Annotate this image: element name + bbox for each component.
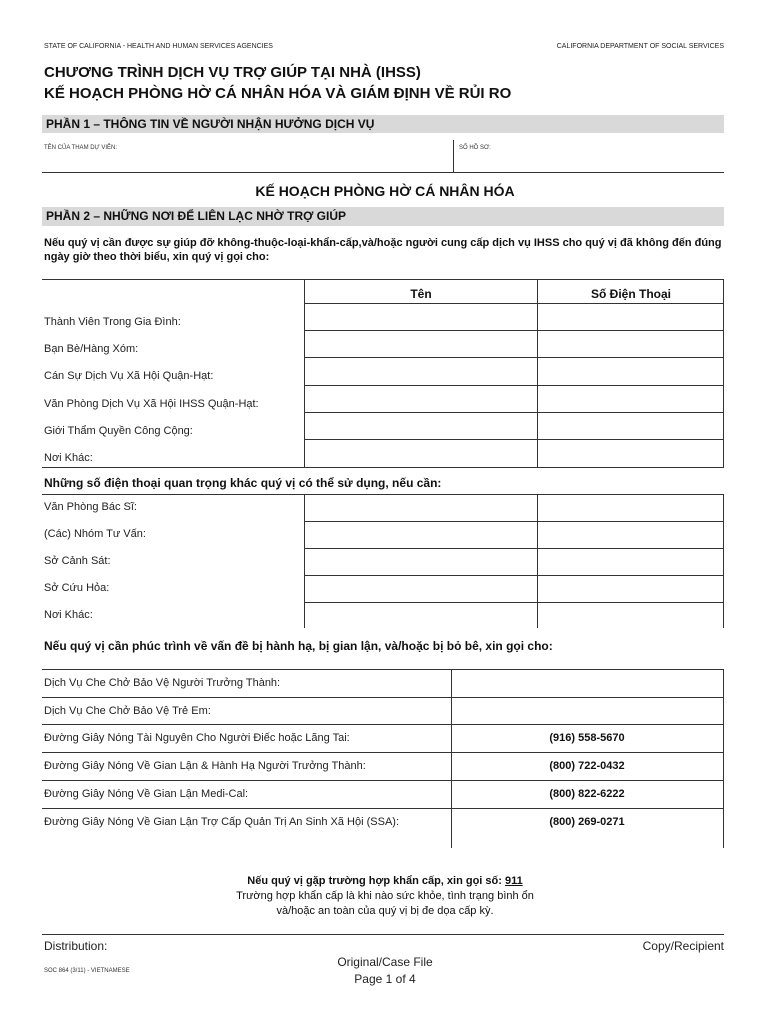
abuse-contact-label: Đường Giây Nóng Tài Nguyên Cho Người Điếc hoặc Lãng Tai:: [44, 732, 350, 744]
other-contact-label: Nơi Khác:: [44, 609, 93, 621]
contact-label: Giới Thẩm Quyền Công Cộng:: [44, 425, 193, 437]
column-header-phone: Số Điện Thoại: [590, 287, 671, 301]
table-row-line: [304, 575, 724, 576]
column-header-name: Tên: [410, 287, 432, 301]
contact-name-field[interactable]: [308, 307, 534, 327]
case-number-field[interactable]: [459, 155, 723, 171]
participant-name-field[interactable]: [44, 155, 449, 171]
table-column-divider: [723, 494, 724, 628]
table-top-line: [42, 279, 724, 280]
agency-header: STATE OF CALIFORNIA - HEALTH AND HUMAN SERVICES AGENCIES: [44, 43, 273, 50]
other-contact-phone-field[interactable]: [541, 524, 721, 544]
contact-label: Thành Viên Trong Gia Đình:: [44, 316, 181, 328]
table-row-line: [42, 808, 724, 809]
abuse-contact-label: Dịch Vụ Che Chở Bảo Vệ Trẻ Em:: [44, 705, 211, 717]
table-column-divider: [723, 669, 724, 848]
contact-label: Cán Sự Dịch Vụ Xã Hội Quận-Hạt:: [44, 370, 214, 382]
abuse-contact-label: Đường Giây Nóng Về Gian Lận & Hành Hạ Người Trưởng Thành:: [44, 760, 366, 772]
other-contact-name-field[interactable]: [308, 578, 534, 598]
part2-heading: PHẦN 2 – NHỮNG NƠI ĐỂ LIÊN LẠC NHỜ TRỢ GIÚP: [42, 207, 724, 226]
table-row-line: [304, 439, 724, 440]
distribution-label: Distribution:: [44, 939, 108, 953]
contact-phone-field[interactable]: [541, 334, 721, 354]
page-number: Page 1 of 4: [354, 972, 416, 986]
contact-phone-field[interactable]: [541, 416, 721, 436]
table-column-divider: [304, 494, 305, 628]
divider: [453, 140, 454, 172]
other-phones-heading: Những số điện thoại quan trọng khác quý vị có thể sử dụng, nếu cần:: [44, 476, 442, 490]
abuse-report-heading: Nếu quý vị cần phúc trình về vấn đề bị hành hạ, bị gian lận, và/hoặc bị bỏ bê, xin gọi cho:: [44, 639, 553, 653]
divider: [42, 172, 724, 173]
emergency-definition-line1: Trường hợp khẩn cấp là khi nào sức khỏe, tình trạng bình ổn: [236, 890, 534, 902]
other-contact-name-field[interactable]: [308, 551, 534, 571]
emergency-definition-line2: và/hoặc an toàn của quý vị bị đe dọa cấp kỳ.: [276, 905, 494, 917]
contact-label: Bạn Bè/Hàng Xóm:: [44, 343, 139, 355]
contact-name-field[interactable]: [308, 334, 534, 354]
table-row-line: [42, 467, 724, 468]
other-contact-phone-field[interactable]: [541, 497, 721, 517]
table-row-line: [42, 752, 724, 753]
table-row-line: [42, 494, 724, 495]
abuse-contact-phone: (916) 558-5670: [549, 732, 625, 744]
table-row-line: [304, 330, 724, 331]
table-row-line: [42, 780, 724, 781]
form-title-line2: KẾ HOẠCH PHÒNG HỜ CÁ NHÂN HÓA VÀ GIÁM ĐỊNH VỀ RỦI RO: [44, 85, 512, 102]
form-id: SOC 864 (3/11) - VIETNAMESE: [44, 968, 130, 974]
other-contact-phone-field[interactable]: [541, 578, 721, 598]
department-header: CALIFORNIA DEPARTMENT OF SOCIAL SERVICES: [556, 43, 724, 50]
contact-phone-field[interactable]: [541, 389, 721, 409]
emergency-number: 911: [504, 875, 523, 887]
table-row-line: [304, 521, 724, 522]
contact-label: Văn Phòng Dịch Vụ Xã Hội IHSS Quận-Hạt:: [44, 398, 259, 410]
contact-name-field[interactable]: [308, 389, 534, 409]
contact-name-field[interactable]: [308, 361, 534, 381]
original-case-file: Original/Case File: [337, 955, 433, 969]
contact-label: Nơi Khác:: [44, 452, 93, 464]
abuse-contact-label: Đường Giây Nóng Về Gian Lận Medi-Cal:: [44, 788, 249, 800]
contact-phone-field[interactable]: [541, 443, 721, 463]
table-row-line: [304, 548, 724, 549]
other-contact-label: Sở Cứu Hỏa:: [44, 582, 110, 594]
abuse-contact-phone: (800) 722-0432: [549, 760, 625, 772]
abuse-contact-label: Dịch Vụ Che Chở Bảo Vệ Người Trưởng Thành:: [44, 677, 281, 689]
emergency-prefix: Nếu quý vị gặp trường hợp khẩn cấp, xin gọi số:: [247, 875, 505, 887]
other-contact-label: Sở Cảnh Sát:: [44, 555, 111, 567]
other-contact-label: (Các) Nhóm Tư Vấn:: [44, 528, 146, 540]
part2-intro: Nếu quý vị cần được sự giúp đỡ không-thuộc-loại-khẩn-cấp,và/hoặc người cung cấp dịch vụ IHSS cho quý vị đã không đến đúng ngày giờ theo thời biểu, xin quý vị gọi cho:: [44, 237, 722, 263]
form-title-line1: CHƯƠNG TRÌNH DỊCH VỤ TRỢ GIÚP TẠI NHÀ (IHSS): [44, 64, 421, 81]
other-contact-phone-field[interactable]: [541, 551, 721, 571]
other-contact-name-field[interactable]: [308, 497, 534, 517]
participant-name-label: TÊN CỦA THAM DỰ VIÊN:: [44, 145, 118, 151]
other-contact-name-field[interactable]: [308, 605, 534, 625]
part1-heading: PHẦN 1 – THÔNG TIN VỀ NGƯỜI NHẬN HƯỞNG DỊCH VỤ: [42, 115, 724, 133]
table-row-line: [304, 385, 724, 386]
footer-line: [42, 934, 724, 935]
abuse-contact-phone: (800) 269-0271: [549, 816, 625, 828]
other-contact-label: Văn Phòng Bác Sĩ:: [44, 501, 137, 513]
contact-name-field[interactable]: [308, 443, 534, 463]
table-row-line: [304, 412, 724, 413]
other-contact-name-field[interactable]: [308, 524, 534, 544]
case-number-label: SỐ HỒ SƠ:: [459, 145, 491, 151]
contact-phone-field[interactable]: [541, 307, 721, 327]
other-contact-phone-field[interactable]: [541, 605, 721, 625]
table-row-line: [304, 357, 724, 358]
plan-title: KẾ HOẠCH PHÒNG HỜ CÁ NHÂN HÓA: [255, 183, 515, 199]
table-column-divider: [537, 494, 538, 628]
table-row-line: [304, 303, 724, 304]
contact-name-field[interactable]: [308, 416, 534, 436]
abuse-contact-label: Đường Giây Nóng Về Gian Lận Trợ Cấp Quản Trị An Sinh Xã Hội (SSA):: [44, 816, 400, 828]
table-row-line: [42, 697, 724, 698]
emergency-notice: [0, 875, 770, 887]
abuse-contact-phone: (800) 822-6222: [549, 788, 625, 800]
table-row-line: [42, 669, 724, 670]
copy-recipient: Copy/Recipient: [642, 939, 724, 953]
contact-phone-field[interactable]: [541, 361, 721, 381]
table-row-line: [304, 602, 724, 603]
table-row-line: [42, 724, 724, 725]
